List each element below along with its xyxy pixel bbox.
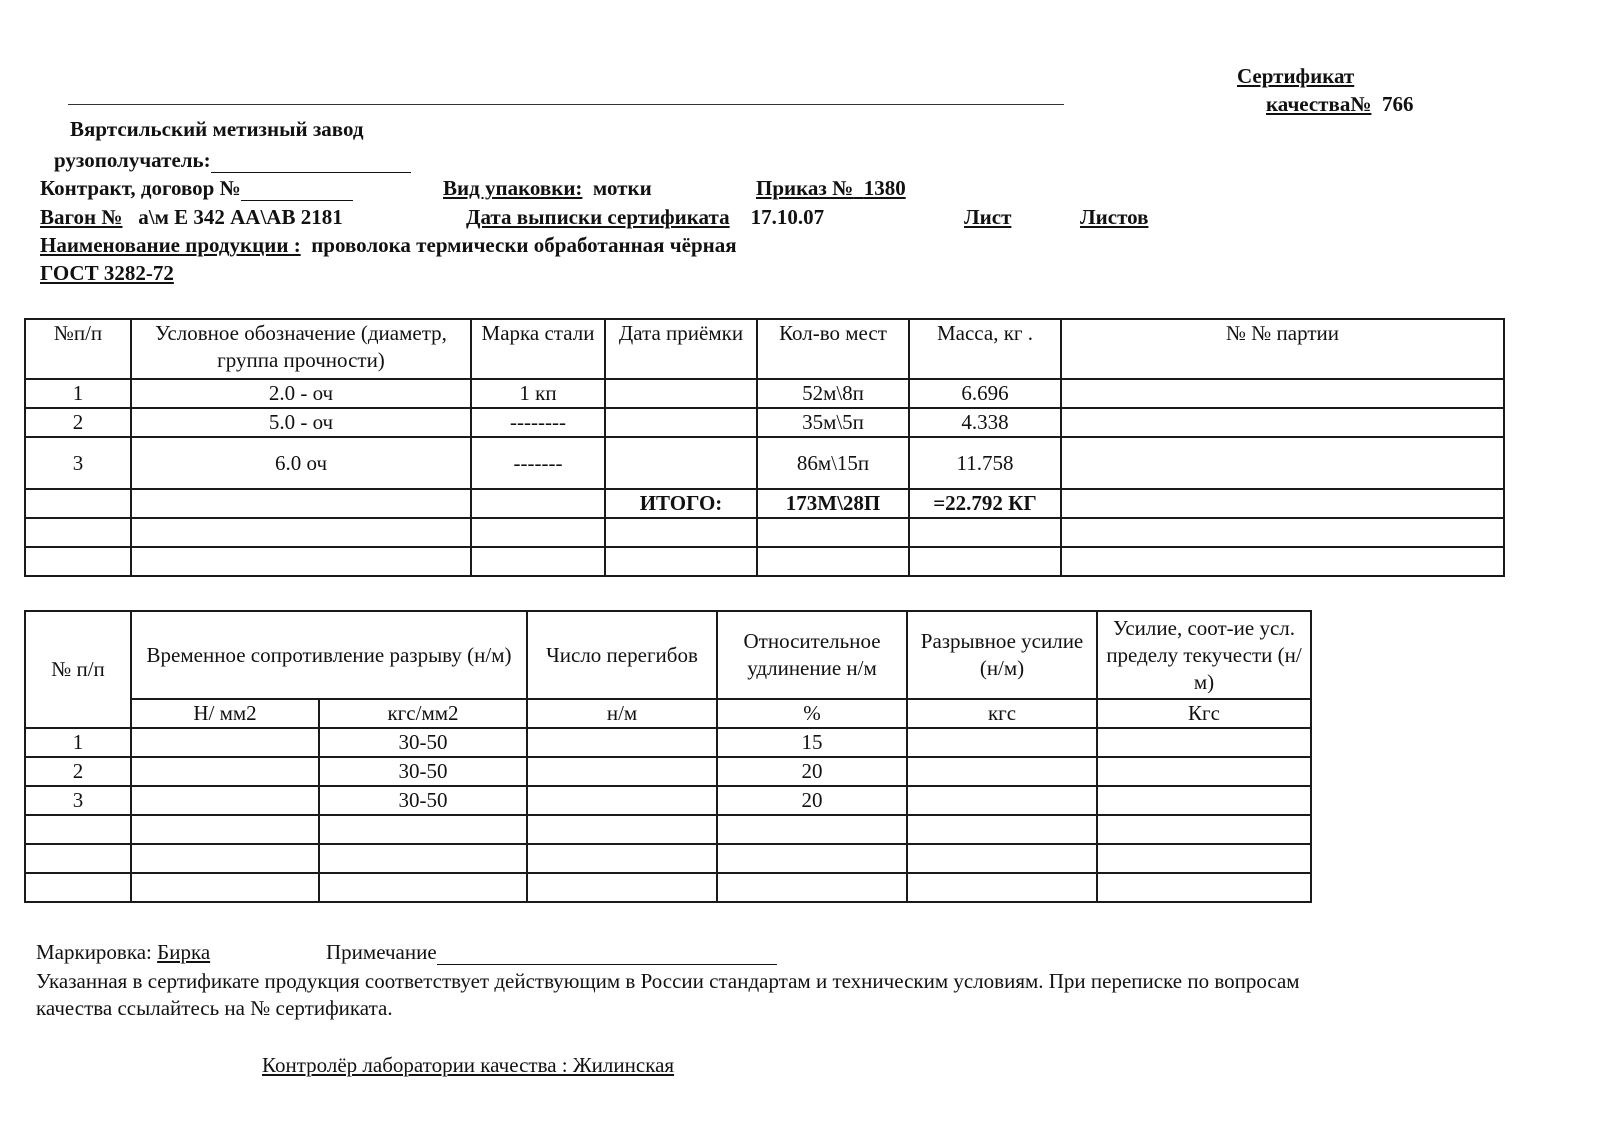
cell-mass: 6.696 <box>909 379 1061 408</box>
sheets-label: Листов <box>1080 205 1149 229</box>
wagon-line: Вагон № а\м Е 342 АА\АВ 2181 <box>40 205 343 229</box>
unit-kgf-mm2: кгс/мм2 <box>319 699 527 728</box>
cell-places: 86м\15п <box>757 437 909 489</box>
table-row <box>25 786 1311 815</box>
packaging-line: Вид упаковки: мотки <box>443 176 652 200</box>
cell-steel-grade: -------- <box>471 408 605 437</box>
properties-table <box>24 610 1312 903</box>
table-row <box>25 379 1504 408</box>
col-header-mass: Масса, кг . <box>909 319 1061 379</box>
cell-designation: 5.0 - оч <box>131 408 471 437</box>
total-label: ИТОГО: <box>605 489 757 518</box>
table-row <box>25 728 1311 757</box>
col-header-num: № п/п <box>25 611 131 728</box>
cell-n-mm2 <box>131 757 319 786</box>
cell-steel-grade: ------- <box>471 437 605 489</box>
contract-line: Контракт, договор № <box>40 176 353 201</box>
cell-num: 3 <box>25 786 131 815</box>
statement-line-2: качества ссылайтесь на № сертификата. <box>36 996 393 1020</box>
cell-designation: 6.0 оч <box>131 437 471 489</box>
properties-units-row <box>25 699 1311 728</box>
header-rule <box>68 104 1064 105</box>
cell-mass: 11.758 <box>909 437 1061 489</box>
col-header-designation: Условное обозначение (диаметр, группа прочности) <box>131 319 471 379</box>
cell-steel-grade: 1 кп <box>471 379 605 408</box>
cell-places: 52м\8п <box>757 379 909 408</box>
cell-date <box>605 408 757 437</box>
cell-num: 1 <box>25 728 131 757</box>
cell-places: 35м\5п <box>757 408 909 437</box>
col-header-num: №п/п <box>25 319 131 379</box>
cell-num: 3 <box>25 437 131 489</box>
cell-elongation: 15 <box>717 728 907 757</box>
cell-mass: 4.338 <box>909 408 1061 437</box>
gost-standard: ГОСТ 3282-72 <box>40 261 174 285</box>
col-header-bends: Число перегибов <box>527 611 717 699</box>
order-line: Приказ № 1380 <box>756 176 906 200</box>
sheet-label: Лист <box>964 205 1012 229</box>
cell-num: 1 <box>25 379 131 408</box>
table-row <box>25 757 1311 786</box>
certificate-number: качества№ 766 <box>1266 92 1414 116</box>
cell-n-mm2 <box>131 728 319 757</box>
cell-bends <box>527 757 717 786</box>
cell-batch <box>1061 379 1504 408</box>
cell-yield <box>1097 786 1311 815</box>
col-header-batches: № № партии <box>1061 319 1504 379</box>
unit-percent: % <box>717 699 907 728</box>
certificate-title: Сертификат <box>1237 64 1355 88</box>
cell-kgf-mm2: 30-50 <box>319 728 527 757</box>
cell-yield <box>1097 757 1311 786</box>
unit-kgf-yield: Кгс <box>1097 699 1311 728</box>
empty-row <box>25 518 1504 547</box>
col-header-breaking: Разрывное усилие (н/м) <box>907 611 1097 699</box>
table-row <box>25 437 1504 489</box>
cell-kgf-mm2: 30-50 <box>319 786 527 815</box>
cell-bends <box>527 728 717 757</box>
cell-elongation: 20 <box>717 786 907 815</box>
unit-n-mm2: Н/ мм2 <box>131 699 319 728</box>
total-places: 173М\28П <box>757 489 909 518</box>
quality-controller: Контролёр лаборатории качества : Жилинская <box>262 1053 675 1077</box>
cell-designation: 2.0 - оч <box>131 379 471 408</box>
cell-date <box>605 379 757 408</box>
issue-date-line: Дата выписки сертификата 17.10.07 <box>466 205 825 229</box>
cell-num: 2 <box>25 757 131 786</box>
col-header-tensile: Временное сопротивление разрыву (н/м) <box>131 611 527 699</box>
cell-breaking <box>907 757 1097 786</box>
cell-bends <box>527 786 717 815</box>
empty-row <box>25 815 1311 844</box>
cell-n-mm2 <box>131 786 319 815</box>
col-header-places: Кол-во мест <box>757 319 909 379</box>
cell-elongation: 20 <box>717 757 907 786</box>
consignee-line: рузополучатель: <box>54 148 411 173</box>
col-header-yield: Усилие, соот-ие усл. пределу текучести (н/м) <box>1097 611 1311 699</box>
empty-row <box>25 844 1311 873</box>
col-header-acceptance-date: Дата приёмки <box>605 319 757 379</box>
cell-batch <box>1061 437 1504 489</box>
cell-date <box>605 437 757 489</box>
cell-batch <box>1061 408 1504 437</box>
unit-bends: н/м <box>527 699 717 728</box>
note-line: Примечание <box>326 940 777 965</box>
col-header-elongation: Относительное удлинение н/м <box>717 611 907 699</box>
cell-num: 2 <box>25 408 131 437</box>
products-header-row <box>25 319 1504 379</box>
cell-breaking <box>907 728 1097 757</box>
products-table <box>24 318 1505 577</box>
col-header-steel-grade: Марка стали <box>471 319 605 379</box>
product-line: Наименование продукции : проволока термически обработанная чёрная <box>40 233 737 257</box>
empty-row <box>25 873 1311 902</box>
cell-breaking <box>907 786 1097 815</box>
total-row <box>25 489 1504 518</box>
total-mass: =22.792 КГ <box>909 489 1061 518</box>
marking-line: Маркировка: Бирка <box>36 940 211 964</box>
factory-name: Вяртсильский метизный завод <box>70 117 364 141</box>
statement-line-1: Указанная в сертификате продукция соответствует действующим в России стандартам и техническим условиям. При переписке по вопросам <box>36 969 1300 993</box>
table-row <box>25 408 1504 437</box>
cell-kgf-mm2: 30-50 <box>319 757 527 786</box>
empty-row <box>25 547 1504 576</box>
unit-kgf: кгс <box>907 699 1097 728</box>
cell-yield <box>1097 728 1311 757</box>
properties-header-row <box>25 611 1311 699</box>
